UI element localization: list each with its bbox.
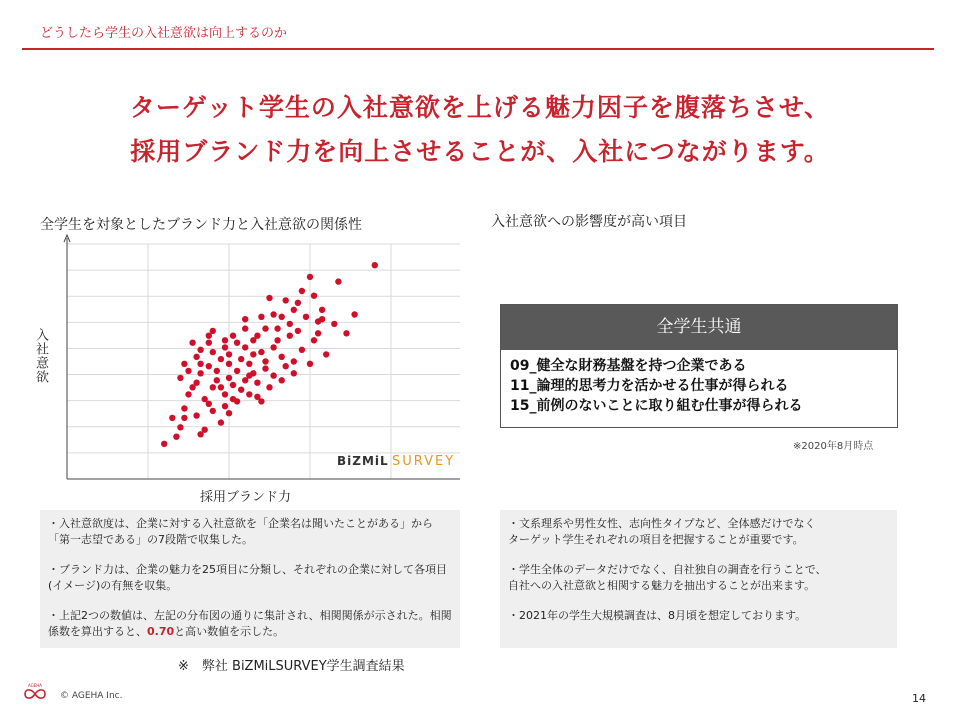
data-point bbox=[181, 415, 187, 421]
note-paragraph: ・文系理系や男性女性、志向性タイプなど、全体感だけでなく ターゲット学生それぞれの項目を把握することが重要です。 bbox=[508, 517, 816, 546]
correlation-value: 0.70 bbox=[147, 625, 175, 638]
note-paragraph: ・ブランド力は、企業の魅力を25項目に分類し、それぞれの企業に対して各項目(イメージ)の有無を収集。 bbox=[48, 563, 447, 592]
data-point bbox=[262, 325, 268, 331]
data-point bbox=[222, 344, 228, 350]
headline-line-2: 採用ブランド力を向上させることが、入社につながります。 bbox=[130, 137, 830, 166]
data-point bbox=[234, 368, 240, 374]
data-point bbox=[210, 328, 216, 334]
data-point bbox=[169, 415, 175, 421]
data-point bbox=[315, 330, 321, 336]
data-point bbox=[246, 391, 252, 397]
data-point bbox=[283, 363, 289, 369]
source-note: ※ 弊社 BiZMiLSURVEY学生調査結果 bbox=[178, 659, 405, 674]
data-point bbox=[270, 372, 276, 378]
data-point bbox=[242, 316, 248, 322]
note-paragraph: ・学生全体のデータだけでなく、自社独自の調査を行うことで、 自社への入社意欲と相関する魅力を抽出することが出来ます。 bbox=[508, 563, 827, 592]
data-point bbox=[238, 356, 244, 362]
data-point bbox=[230, 396, 236, 402]
data-point bbox=[226, 361, 232, 367]
data-point bbox=[206, 401, 212, 407]
data-point bbox=[274, 337, 280, 343]
data-point bbox=[319, 316, 325, 322]
data-point bbox=[210, 408, 216, 414]
x-axis-label: 採用ブランド力 bbox=[200, 490, 292, 505]
data-point bbox=[343, 330, 349, 336]
data-point bbox=[311, 293, 317, 299]
bizmil-watermark-part1: BiZMiL bbox=[337, 454, 389, 468]
data-point bbox=[189, 340, 195, 346]
data-point bbox=[230, 333, 236, 339]
chart-heading: 全学生を対象としたブランド力と入社意欲の関係性 bbox=[40, 217, 362, 233]
data-point bbox=[246, 361, 252, 367]
data-point bbox=[262, 358, 268, 364]
data-point bbox=[299, 288, 305, 294]
note-text: ・上記2つの数値は、左記の分布図の通りに集計され、相関関係が示された。相関係数を算出すると、 bbox=[48, 609, 452, 638]
data-point bbox=[295, 328, 301, 334]
data-point bbox=[222, 337, 228, 343]
data-point bbox=[274, 325, 280, 331]
data-point bbox=[335, 278, 341, 284]
scatter-plot-svg bbox=[30, 234, 460, 514]
data-point bbox=[279, 377, 285, 383]
data-point bbox=[230, 382, 236, 388]
insight-notes bbox=[500, 510, 897, 648]
data-point bbox=[287, 333, 293, 339]
header-title: どうしたら学生の入社意欲は向上するのか bbox=[40, 26, 288, 41]
data-point bbox=[279, 314, 285, 320]
data-point bbox=[254, 394, 260, 400]
data-point bbox=[351, 311, 357, 317]
data-point bbox=[181, 405, 187, 411]
data-point bbox=[291, 358, 297, 364]
method-notes bbox=[40, 510, 460, 648]
data-point bbox=[193, 412, 199, 418]
data-point bbox=[262, 365, 268, 371]
note-text: と高い数値を示した。 bbox=[174, 625, 285, 638]
data-point bbox=[197, 431, 203, 437]
data-point bbox=[197, 347, 203, 353]
data-point bbox=[307, 274, 313, 280]
factors-heading: 入社意欲への影響度が高い項目 bbox=[491, 214, 687, 230]
page-number: 14 bbox=[912, 692, 926, 705]
data-point bbox=[270, 311, 276, 317]
copyright: © AGEHA Inc. bbox=[60, 691, 123, 701]
note-paragraph: ・2021年の学生大規模調査は、8月頃を想定しております。 bbox=[508, 609, 807, 622]
data-point bbox=[266, 295, 272, 301]
data-point bbox=[226, 351, 232, 357]
data-point bbox=[197, 361, 203, 367]
data-point bbox=[266, 384, 272, 390]
data-point bbox=[177, 424, 183, 430]
data-point bbox=[258, 314, 264, 320]
ageha-logo-icon bbox=[22, 682, 48, 702]
data-point bbox=[238, 387, 244, 393]
data-point bbox=[319, 307, 325, 313]
bizmil-watermark-part2: SURVEY bbox=[392, 454, 456, 469]
factor-item: 15_前例のないことに取り組む仕事が得られる bbox=[510, 398, 803, 414]
as-of-note: ※2020年8月時点 bbox=[793, 441, 874, 452]
headline bbox=[0, 86, 960, 174]
data-point bbox=[214, 377, 220, 383]
data-point bbox=[226, 375, 232, 381]
data-point bbox=[173, 434, 179, 440]
data-point bbox=[291, 370, 297, 376]
data-point bbox=[279, 354, 285, 360]
data-point bbox=[218, 384, 224, 390]
data-point bbox=[185, 368, 191, 374]
data-point bbox=[210, 384, 216, 390]
factor-list bbox=[501, 350, 897, 416]
data-point bbox=[177, 375, 183, 381]
data-point bbox=[189, 384, 195, 390]
data-point bbox=[222, 403, 228, 409]
logo-text: AGEHA bbox=[27, 683, 43, 688]
data-point bbox=[311, 337, 317, 343]
data-point bbox=[250, 337, 256, 343]
data-point bbox=[218, 419, 224, 425]
note-paragraph bbox=[48, 608, 452, 640]
data-point bbox=[234, 340, 240, 346]
factor-item: 11_論理的思考力を活かせる仕事が得られる bbox=[510, 378, 789, 394]
data-point bbox=[226, 410, 232, 416]
header-divider bbox=[22, 48, 934, 50]
data-point bbox=[307, 361, 313, 367]
data-point bbox=[323, 351, 329, 357]
data-point bbox=[193, 354, 199, 360]
common-factors-card bbox=[500, 304, 898, 428]
data-point bbox=[331, 321, 337, 327]
factor-item: 09_健全な財務基盤を持つ企業である bbox=[510, 358, 747, 374]
data-point bbox=[299, 347, 305, 353]
note-paragraph: ・入社意欲度は、企業に対する入社意欲を「企業名は聞いたことがある」から「第一志望である」の7段階で収集した。 bbox=[48, 517, 433, 546]
card-title: 全学生共通 bbox=[501, 305, 897, 350]
headline-line-1: ターゲット学生の入社意欲を上げる魅力因子を腹落ちさせ、 bbox=[129, 93, 831, 122]
data-point bbox=[287, 321, 293, 327]
data-point bbox=[222, 391, 228, 397]
data-point bbox=[185, 391, 191, 397]
data-point bbox=[214, 368, 220, 374]
data-point bbox=[218, 356, 224, 362]
data-point bbox=[291, 307, 297, 313]
data-point bbox=[242, 344, 248, 350]
data-point bbox=[270, 344, 276, 350]
data-point bbox=[250, 351, 256, 357]
y-axis-label: 入社意欲 bbox=[33, 328, 48, 384]
data-point bbox=[295, 300, 301, 306]
data-point bbox=[210, 349, 216, 355]
data-point bbox=[242, 325, 248, 331]
data-point bbox=[303, 314, 309, 320]
data-point bbox=[254, 380, 260, 386]
data-point bbox=[206, 340, 212, 346]
data-point bbox=[283, 297, 289, 303]
data-point bbox=[181, 361, 187, 367]
data-point bbox=[246, 372, 252, 378]
scatter-chart bbox=[30, 234, 460, 514]
data-point bbox=[161, 441, 167, 447]
data-point bbox=[258, 349, 264, 355]
data-point bbox=[197, 370, 203, 376]
data-point bbox=[372, 262, 378, 268]
data-point bbox=[206, 363, 212, 369]
